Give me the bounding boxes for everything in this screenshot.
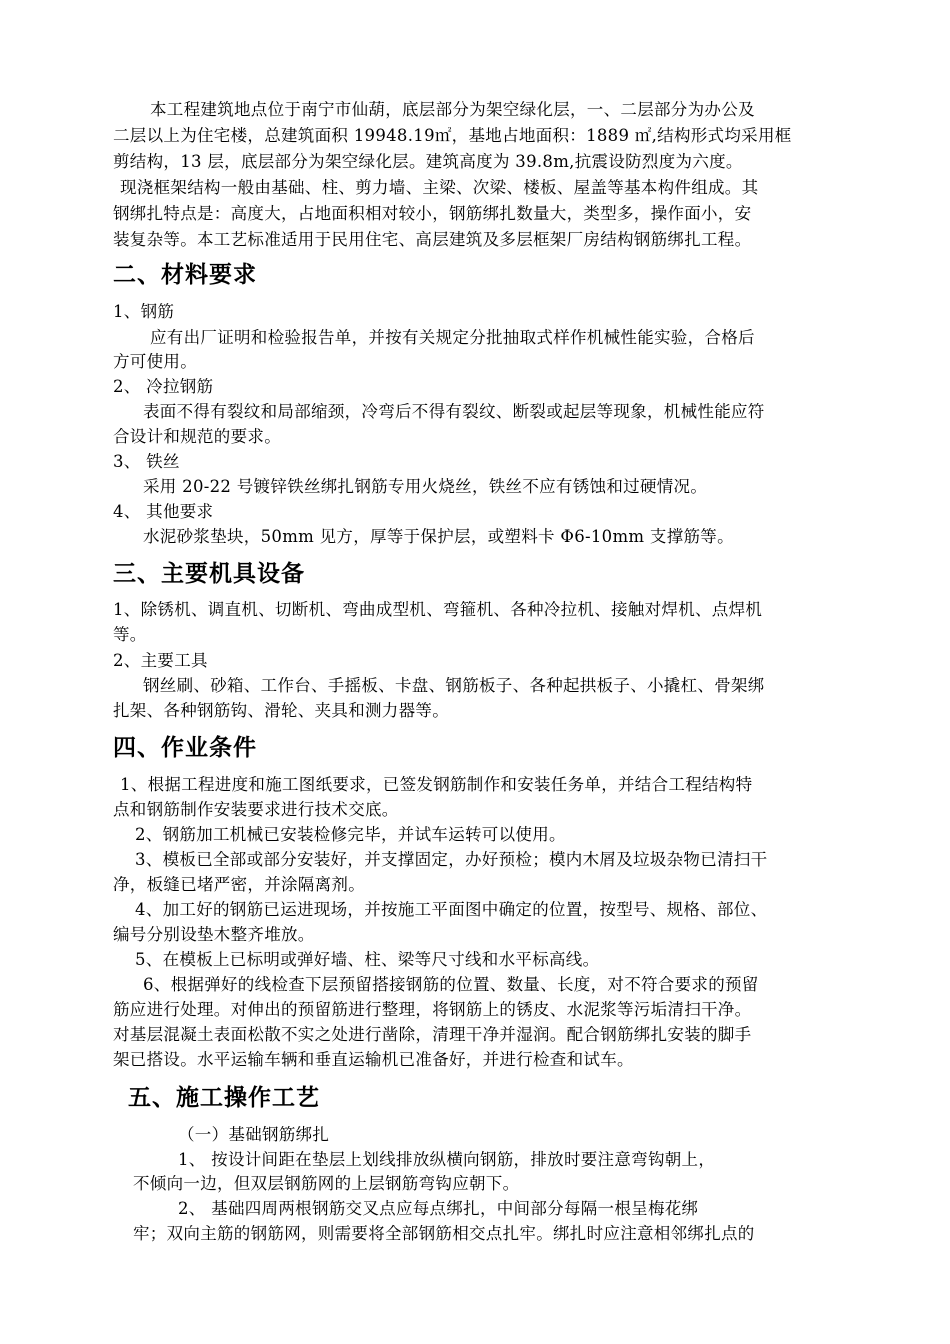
section3-line-4: 钢丝刷、砂箱、工作台、手摇板、卡盘、钢筋板子、各种起拱板子、小撬杠、骨架绑 (143, 676, 765, 695)
section5-line-3: 不倾向一边，但双层钢筋网的上层钢筋弯钩应朝下。 (133, 1174, 520, 1193)
section2-line-7: 3、 铁丝 (113, 452, 180, 471)
section4-line-9: 6、根据弹好的线检查下层预留搭接钢筋的位置、数量、长度，对不符合要求的预留 (143, 975, 759, 994)
intro-p1-line-1: 本工程建筑地点位于南宁市仙葫，底层部分为架空绿化层，一、二层部分为办公及 (150, 100, 755, 119)
section3-title: 三、主要机具设备 (113, 561, 305, 587)
section4-line-11: 对基层混凝土表面松散不实之处进行凿除，清理干净并湿润。配合钢筋绑扎安装的脚手 (113, 1025, 752, 1044)
section2-line-6: 合设计和规范的要求。 (113, 427, 281, 446)
section2-line-10: 水泥砂浆垫块，50mm 见方，厚等于保护层，或塑料卡 Φ6-10mm 支撑筋等。 (143, 527, 734, 546)
section5-line-2: 1、 按设计间距在垫层上划线排放纵横向钢筋，排放时要注意弯钩朝上， (178, 1150, 716, 1169)
intro-p2-line-2: 钢绑扎特点是：高度大，占地面积相对较小，钢筋绑扎数量大，类型多，操作面小，安 (113, 204, 752, 223)
section4-line-8: 5、在模板上已标明或弹好墙、柱、梁等尺寸线和水平标高线。 (135, 950, 600, 969)
section3-line-2: 等。 (113, 625, 147, 644)
section2-line-4: 2、 冷拉钢筋 (113, 377, 214, 396)
section4-line-7: 编号分别设垫木整齐堆放。 (113, 925, 315, 944)
intro-p2-line-1: 现浇框架结构一般由基础、柱、剪力墙、主梁、次梁、楼板、屋盖等基本构件组成。其 (120, 178, 759, 197)
section5-title: 五、施工操作工艺 (128, 1085, 320, 1111)
section2-line-3: 方可使用。 (113, 352, 197, 371)
section2-title: 二、材料要求 (113, 262, 257, 288)
section3-line-5: 扎架、各种钢筋钩、滑轮、夹具和测力器等。 (113, 701, 449, 720)
section5-line-4: 2、 基础四周两根钢筋交叉点应每点绑扎，中间部分每隔一根呈梅花绑 (178, 1199, 699, 1218)
section2-line-2: 应有出厂证明和检验报告单，并按有关规定分批抽取式样作机械性能实验，合格后 (150, 328, 755, 347)
section5-line-5: 牢；双向主筋的钢筋网，则需要将全部钢筋相交点扎牢。绑扎时应注意相邻绑扎点的 (133, 1224, 755, 1243)
section4-line-5: 净，板缝已堵严密，并涂隔离剂。 (113, 875, 365, 894)
section2-line-9: 4、 其他要求 (113, 502, 214, 521)
section2-line-8: 采用 20-22 号镀锌铁丝绑扎钢筋专用火烧丝，铁丝不应有锈蚀和过硬情况。 (143, 477, 708, 496)
intro-p2-line-3: 装复杂等。本工艺标准适用于民用住宅、高层建筑及多层框架厂房结构钢筋绑扎工程。 (113, 230, 752, 249)
section4-title: 四、作业条件 (113, 735, 257, 761)
section2-line-1: 1、钢筋 (113, 302, 175, 321)
section4-line-4: 3、模板已全部或部分安装好，并支撑固定，办好预检；模内木屑及垃圾杂物已清扫干 (135, 850, 768, 869)
section4-line-3: 2、钢筋加工机械已安装检修完毕，并试车运转可以使用。 (135, 825, 566, 844)
section2-line-5: 表面不得有裂纹和局部缩颈，冷弯后不得有裂纹、断裂或起层等现象，机械性能应符 (143, 402, 765, 421)
section4-line-10: 筋应进行处理。对伸出的预留筋进行整理，将钢筋上的锈皮、水泥浆等污垢清扫干净。 (113, 1000, 752, 1019)
intro-p1-line-3: 剪结构，13 层，底层部分为架空绿化层。建筑高度为 39.8m,抗震设防烈度为六度。 (113, 152, 743, 171)
section3-line-3: 2、主要工具 (113, 651, 208, 670)
section4-line-6: 4、加工好的钢筋已运进现场，并按施工平面图中确定的位置，按型号、规格、部位、 (135, 900, 768, 919)
section4-line-2: 点和钢筋制作安装要求进行技术交底。 (113, 800, 399, 819)
section3-line-1: 1、除锈机、调直机、切断机、弯曲成型机、弯箍机、各种冷拉机、接触对焊机、点焊机 (113, 600, 763, 619)
section4-line-1: 1、根据工程进度和施工图纸要求，已签发钢筋制作和安装任务单，并结合工程结构特 (120, 775, 753, 794)
intro-p1-line-2: 二层以上为住宅楼，总建筑面积 19948.19㎡，基地占地面积：1889 ㎡,结构形式均采用框 (113, 126, 792, 145)
section4-line-12: 架已搭设。水平运输车辆和垂直运输机已准备好，并进行检查和试车。 (113, 1050, 634, 1069)
section5-line-1: （一）基础钢筋绑扎 (178, 1125, 330, 1144)
